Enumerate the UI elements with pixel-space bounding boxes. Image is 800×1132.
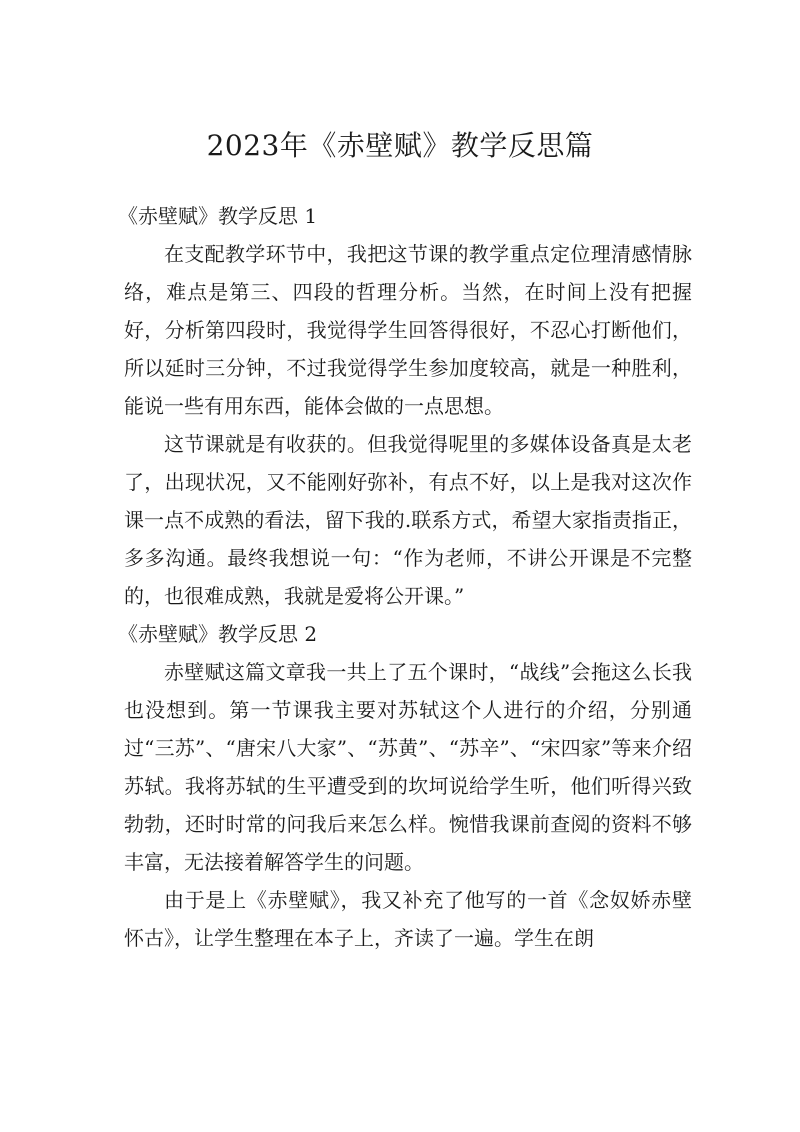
section-heading-2: 《赤壁赋》教学反思 2 [118, 622, 318, 646]
section-heading-1: 《赤壁赋》教学反思 1 [118, 204, 318, 228]
paragraph: 由于是上《赤壁赋》，我又补充了他写的一首《念奴娇赤壁怀古》，让学生整理在本子上，齐读了一遍。学生在朗 [124, 888, 692, 950]
paragraph: 赤壁赋这篇文章我一共上了五个课时，“战线”会拖这么长我也没想到。第一节课我主要对苏轼这个人进行的介绍，分别通过“三苏”、“唐宋八大家”、“苏黄”、“苏辛”、“宋四家”等来介绍苏轼。我将苏轼的生平遭受到的坎坷说给学生听，他们听得兴致勃勃，还时时常的问我后来怎么样。惋惜我课前查阅的资料不够丰富，无法接着解答学生的问题。 [124, 660, 692, 874]
paragraph: 在支配教学环节中，我把这节课的教学重点定位理清感情脉络，难点是第三、四段的哲理分析。当然，在时间上没有把握好，分析第四段时，我觉得学生回答得很好，不忍心打断他们，所以延时三分钟，不过我觉得学生参加度较高，就是一种胜利，能说一些有用东西，能体会做的一点思想。 [124, 242, 692, 418]
paragraph: 这节课就是有收获的。但我觉得呢里的多媒体设备真是太老了，出现状况，又不能刚好弥补，有点不好，以上是我对这次作课一点不成熟的看法，留下我的.联系方式，希望大家指责指正，多多沟通。最终我想说一句：“作为老师，不讲公开课是不完整的，也很难成熟，我就是爱将公开课。” [124, 432, 692, 608]
document-body [118, 197, 692, 957]
document-title: 2023年《赤壁赋》教学反思篇 [206, 129, 594, 162]
